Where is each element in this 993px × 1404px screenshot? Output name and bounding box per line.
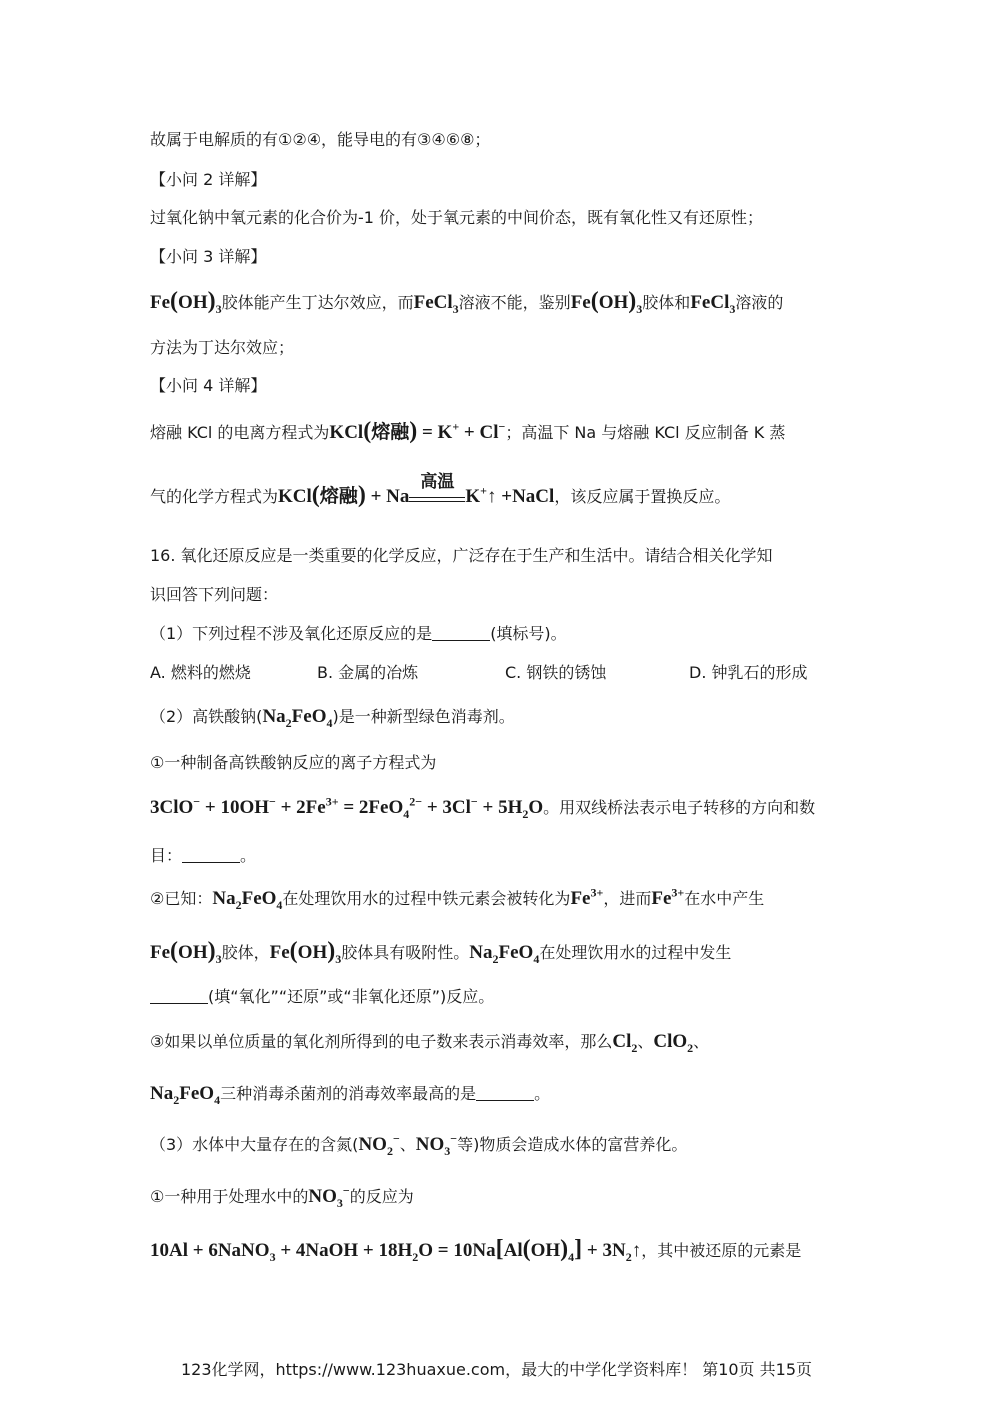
option-d[interactable]: D. 钟乳石的形成: [689, 663, 808, 682]
answer-line-5: $Fe(OH)_3$胶体能产生丁达尔效应，而FeCl$_3$溶液不能，鉴别$Fe(OH)_3$胶体和FeCl$_3$溶液的: [150, 288, 784, 316]
page-footer: 123化学网，https://www.123huaxue.com，最大的中学化学资料库！ 第10页 共15页: [181, 1360, 812, 1379]
sub-3-line-2: $Na_2FeO_4$三种消毒杀菌剂的消毒效率最高的是 。: [150, 1083, 551, 1107]
answer-blank[interactable]: [476, 1084, 534, 1101]
answer-line-8: 熔融 KCl 的电离方程式为KCl(熔融) = K+ + Cl−；高温下 Na 与熔融 KCl 反应制备 K 蒸: [150, 418, 786, 444]
option-c[interactable]: C. 钢铁的锈蚀: [505, 663, 607, 682]
subquestion-2-header: 【小问 2 详解】: [150, 170, 267, 189]
reaction-condition-arrow: 高温: [409, 497, 465, 508]
answer-blank[interactable]: [150, 987, 208, 1004]
part-3-prompt: （3）水体中大量存在的含氮($NO_2^-$、$NO_3^-$等)物质会造成水体的富营养化。: [150, 1131, 688, 1158]
sub-1-answer: 目： 。: [150, 846, 257, 865]
sub-2-line-1: ②已知：$Na_2FeO_4$在处理饮用水的过程中铁元素会被转化为$Fe^{3+}$，进而$Fe^{3+}$在水中产生: [150, 885, 765, 912]
answer-blank[interactable]: [432, 624, 490, 641]
answer-line-3: 过氧化钠中氧元素的化合价为-1 价，处于氧元素的中间价态，既有氧化性又有还原性；: [150, 208, 764, 227]
part-2-prompt: （2）高铁酸钠$(Na_2FeO_4)$是一种新型绿色消毒剂。: [150, 706, 515, 730]
sub-3-line-1: ③如果以单位质量的氧化剂所得到的电子数来表示消毒效率，那么$Cl_2$、ClO$_2$、: [150, 1031, 710, 1055]
part-1-prompt: （1）下列过程不涉及氧化还原反应的是 (填标号)。: [150, 624, 567, 643]
question-16-line-2: 识回答下列问题：: [150, 585, 279, 604]
sub-2-line-2: $Fe(OH)_3$胶体，$Fe(OH)_3$胶体具有吸附性。$Na_2FeO_4$在处理饮用水的过程中发生: [150, 938, 732, 966]
ionic-equation-line: $3ClO^- + 10OH^- + 2Fe^{3+} = 2FeO_4^{2-} + 3Cl^- + 5H_2O$。用双线桥法表示电子转移的方向和数: [150, 794, 816, 821]
option-b[interactable]: B. 金属的冶炼: [317, 663, 419, 682]
sub-2-line-3: (填“氧化”“还原”或“非氧化还原”)反应。: [150, 986, 494, 1008]
answer-blank[interactable]: [182, 846, 240, 863]
subquestion-4-header: 【小问 4 详解】: [150, 376, 267, 395]
answer-line-1: 故属于电解质的有①②④，能导电的有③④⑥⑧；: [150, 130, 491, 149]
subquestion-3-header: 【小问 3 详解】: [150, 247, 267, 266]
sub-1-text: ①一种制备高铁酸钠反应的离子方程式为: [150, 753, 437, 772]
answer-line-6: 方法为丁达尔效应；: [150, 338, 295, 357]
options-row: [150, 662, 808, 684]
nitrate-equation-line: 10Al + 6NaNO$_3$ + 4NaOH + $18H_2O = 10Na[Al(OH)_4]$ + $3N_2↑$，其中被还原的元素是: [150, 1236, 802, 1264]
option-a[interactable]: A. 燃料的燃烧: [150, 663, 251, 682]
answer-line-9: 气的化学方程式为KCl(熔融) + Na 高温 K+↑ +NaCl，该反应属于置换反应。: [150, 472, 731, 508]
question-16-line-1: 16. 氧化还原反应是一类重要的化学反应，广泛存在于生产和生活中。请结合相关化学知: [150, 546, 773, 565]
part-3-sub-1: ①一种用于处理水中的$NO_3^-$的反应为: [150, 1183, 414, 1210]
